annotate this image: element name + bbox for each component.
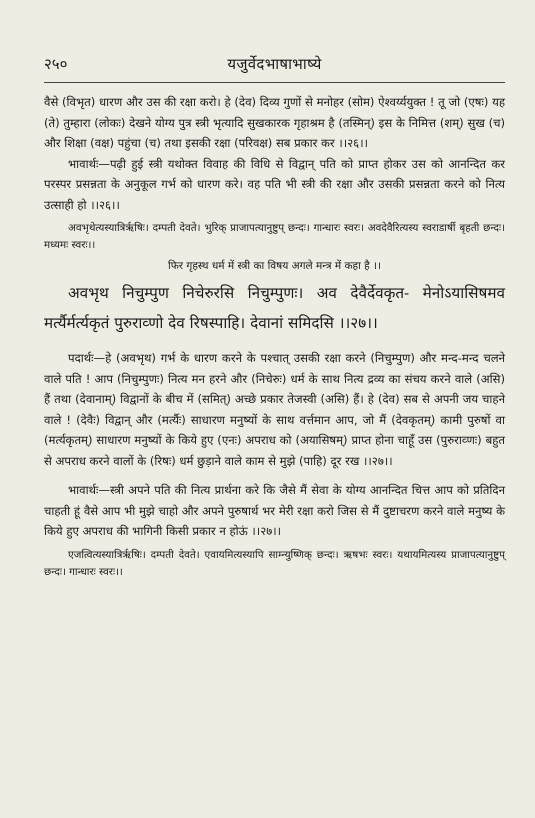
topic-note: फिर गृहस्थ धर्म में स्त्री का विषय अगले मन्त्र में कहा है ।।: [167, 260, 382, 272]
padartha-27: पदार्थः—हे (अवभृथ) गर्भ के धारण करने के पश्चात् उसकी रक्षा करने (निचुम्पुण) और मन्द-मन्द चलने वाले पति ! आप (निचुम्पुणः) नित्य मन हरने और (निचेरुः) धर्म के साथ नित्य द्रव्य का संचय करने वाले (असि) हैं तथा (देवानाम्) विद्वानों के बीच में (समित्) अच्छे प्रकार तेजस्वी (असि) हैं। हे (देव) सब से अपनी जय चाहने वाले ! (देवैः) विद्वान् और (मर्त्यैः) साधारण मनुष्यों के साथ वर्त्तमान आप, जो मैं (देवकृतम्) कामी पुरुषों वा (मर्त्यकृतम्) साधारण मनुष्यों के किये हुए (एनः) अपराध को (अयासिषम्) प्राप्त होना चाहूँ उस (पुरुराव्णः) बहुत से अपराध करने वालों के (रिषः) धर्म छुड़ाने वाले काम से मुझे (पाहि) दूर रख ।।२७।।: [44, 351, 505, 468]
mantra-27: अवभृथ निचुम्पुण निचेरुरसि निचुम्पुणः। अव देवैर्देवकृत- मेनोऽयासिषमव मर्त्यैर्मर्त्यकृतं पुरुराव्णो देव रिषस्पाहि। देवानां समिदसि ।।२७।।: [44, 284, 505, 332]
continued-padartha: वैसे (विभृत) धारण और उस की रक्षा करो। हे (देव) दिव्य गुणों से मनोहर (सोम) ऐश्वर्य्ययुक्त ! तू जो (एषः) यह (ते) तुम्हारा (लोकः) देखने योग्य पुत्र स्त्री भृत्यादि सुखकारक गृहाश्रम है (तस्मिन्) इस के निमित्त (शम्) सुख (च) और शिक्षा (वक्ष) पहुंचा (च) तथा इसकी रक्षा (परिवक्ष) सब प्रकार कर ।।२६।।: [44, 95, 505, 150]
header-rule: [44, 82, 505, 83]
page-body: [44, 92, 505, 581]
rishi-devata-note-27: अवभृथेत्यस्यात्रिर्ऋषिः। दम्पती देवते। भुरिक् प्राजापत्यानुष्टुप् छन्दः। गान्धारः स्वरः। अवदेवैरित्यस्य स्वराडार्षी बृहती छन्दः। मध्यमः स्वरः।।: [44, 222, 505, 251]
rishi-devata-note-28: एजत्वित्यस्यात्रिर्ऋषिः। दम्पती देवते। एवायमित्यस्यापि साम्न्युष्णिक् छन्दः। ऋषभः स्वरः। यथायमित्यस्य प्राजापत्यानुष्टुप् छन्दः। गान्धारः स्वरः।।: [44, 548, 505, 578]
bhavartha-26: भावार्थः—पढ़ी हुई स्त्री यथोक्त विवाह की विधि से विद्वान् पति को प्राप्त होकर उस को आनन्दित कर परस्पर प्रसन्नता के अनुकूल गर्भ को धारण करे। वह पति भी स्त्री की रक्षा और उसकी प्रसन्नता करने को नित्य उत्साही हो ।।२६।।: [44, 156, 505, 212]
page-number: २५०: [44, 55, 68, 73]
running-head: यजुर्वेदभाषाभाष्ये: [227, 55, 322, 73]
page-header: [44, 52, 505, 76]
bhavartha-27: भावार्थः—स्त्री अपने पति की नित्य प्रार्थना करे कि जैसे मैं सेवा के योग्य आनन्दित चित्त आप को प्रतिदिन चाहती हूं वैसे आप भी मुझे चाहो और अपने पुरुषार्थ भर मेरी रक्षा करो जिस से मैं दुष्टाचरण करने वाले मनुष्य के किये हुए अपराध की भागिनी किसी प्रकार न होऊं ।।२७।।: [44, 483, 505, 538]
